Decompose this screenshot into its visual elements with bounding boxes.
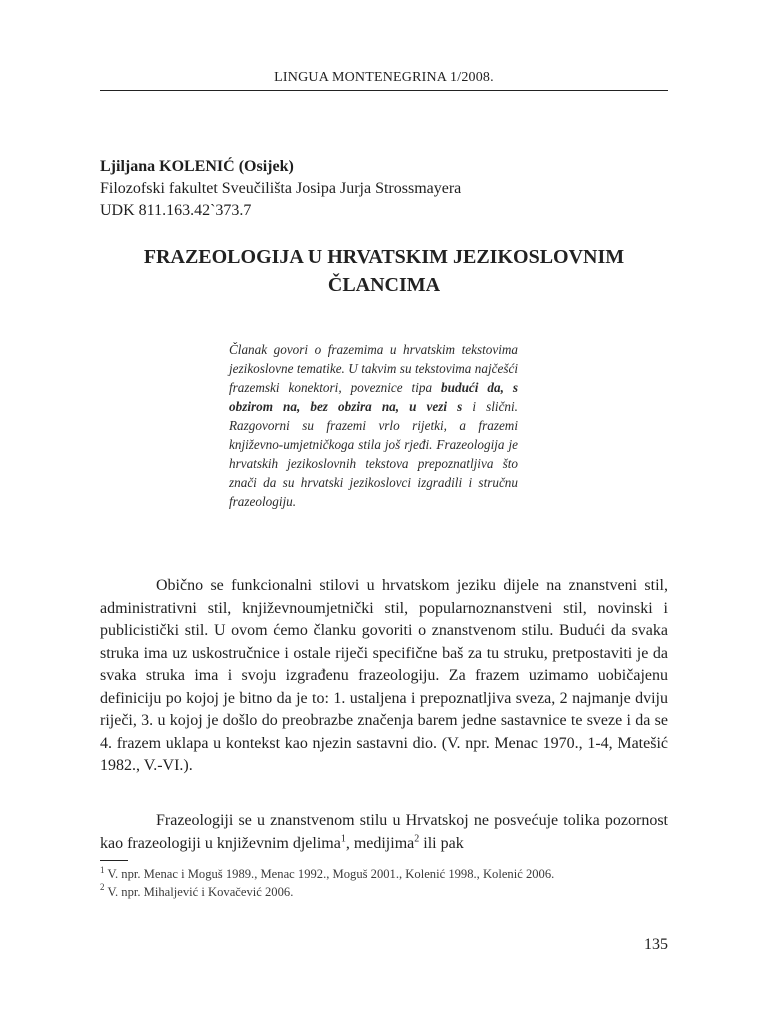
udk-code: UDK 811.163.42`373.7 — [100, 202, 252, 219]
header-rule — [100, 90, 668, 91]
footnote-ref-2[interactable]: 2 — [414, 833, 420, 845]
footnote-1 — [100, 866, 668, 884]
footnote-1-mark: 1 — [100, 864, 105, 875]
paragraph-2-part-a: Frazeologiji se u znanstvenom stilu u Hrvatskoj ne posvećuje tolika pozornost kao frazeologiji u književnim djelima — [100, 812, 668, 852]
abstract — [229, 340, 518, 511]
footnote-ref-1[interactable]: 1 — [340, 833, 346, 845]
footnote-1-text: V. npr. Menac i Moguš 1989., Menac 1992., Moguš 2001., Kolenić 1998., Kolenić 2006. — [107, 867, 555, 881]
article-title-line-2: ČLANCIMA — [327, 274, 441, 296]
footnote-2-text: V. npr. Mihaljević i Kovačević 2006. — [107, 884, 294, 899]
abstract-connectors: budući da, s obzirom na, bez obzira na, u vezi s — [229, 380, 518, 414]
author-affiliation: Filozofski fakultet Sveučilišta Josipa Jurja Strossmayera — [100, 180, 462, 197]
footnote-rule — [100, 860, 128, 861]
footnote-2 — [100, 884, 668, 902]
footnote-2-mark: 2 — [100, 882, 105, 893]
paragraph-2-part-b: , medijima — [345, 834, 415, 852]
article-title — [100, 243, 668, 299]
paragraph-2-text — [100, 810, 668, 855]
article-title-line-1: FRAZEOLOGIJA U HRVATSKIM JEZIKOSLOVNIM — [143, 246, 625, 268]
author-block — [100, 156, 668, 222]
abstract-text-2: i slični. Razgovorni su frazemi vrlo rijetki, a frazemi književno-umjetničkoga stila još rjeđi. Frazeologija je hrvatskih jezikoslovnih tekstova prepoznatljiva što znači da su hrvatski jezikoslovci izgradili i stručnu frazeologiju. — [229, 399, 518, 509]
footnotes — [100, 866, 668, 901]
page-number: 135 — [644, 936, 668, 953]
author-name: Ljiljana KOLENIĆ (Osijek) — [100, 158, 294, 175]
body-paragraph-2 — [100, 810, 668, 855]
paragraph-2-part-c: ili pak — [419, 834, 464, 852]
running-head: LINGUA MONTENEGRINA 1/2008. — [274, 70, 494, 85]
abstract-text-1: Članak govori o frazemima u hrvatskim tekstovima jezikoslovne tematike. U takvim su tekstovima najčešći frazemski konektori, poveznice tipa — [229, 342, 518, 395]
paragraph-1-text: Obično se funkcionalni stilovi u hrvatskom jeziku dijele na znanstveni stil, administrativni stil, književnoumjetnički stil, popularnoznanstveni stil, novinski i publicistički stil. U ovom ćemo članku govoriti o znanstvenom stilu. Budući da svaka struka ima uz uskostručnice i ostale riječi specifične baš za tu struku, pretpostaviti je da svaka struka ima i svoju izgrađenu frazeologiju. Za frazem uzimamo uobičajenu definiciju po kojoj je bitno da je to: 1. ustaljena i prepoznatljiva sveza, 2 najmanje dviju riječi, 3. u kojoj je došlo do preobrazbe značenja barem jedne sastavnice te sveze i da se 4. frazem uklapa u kontekst kao njezin sastavni dio. (V. npr. Menac 1970., 1-4, Matešić 1982., V.-VI.). — [100, 577, 668, 774]
body-paragraph-1 — [100, 575, 668, 778]
